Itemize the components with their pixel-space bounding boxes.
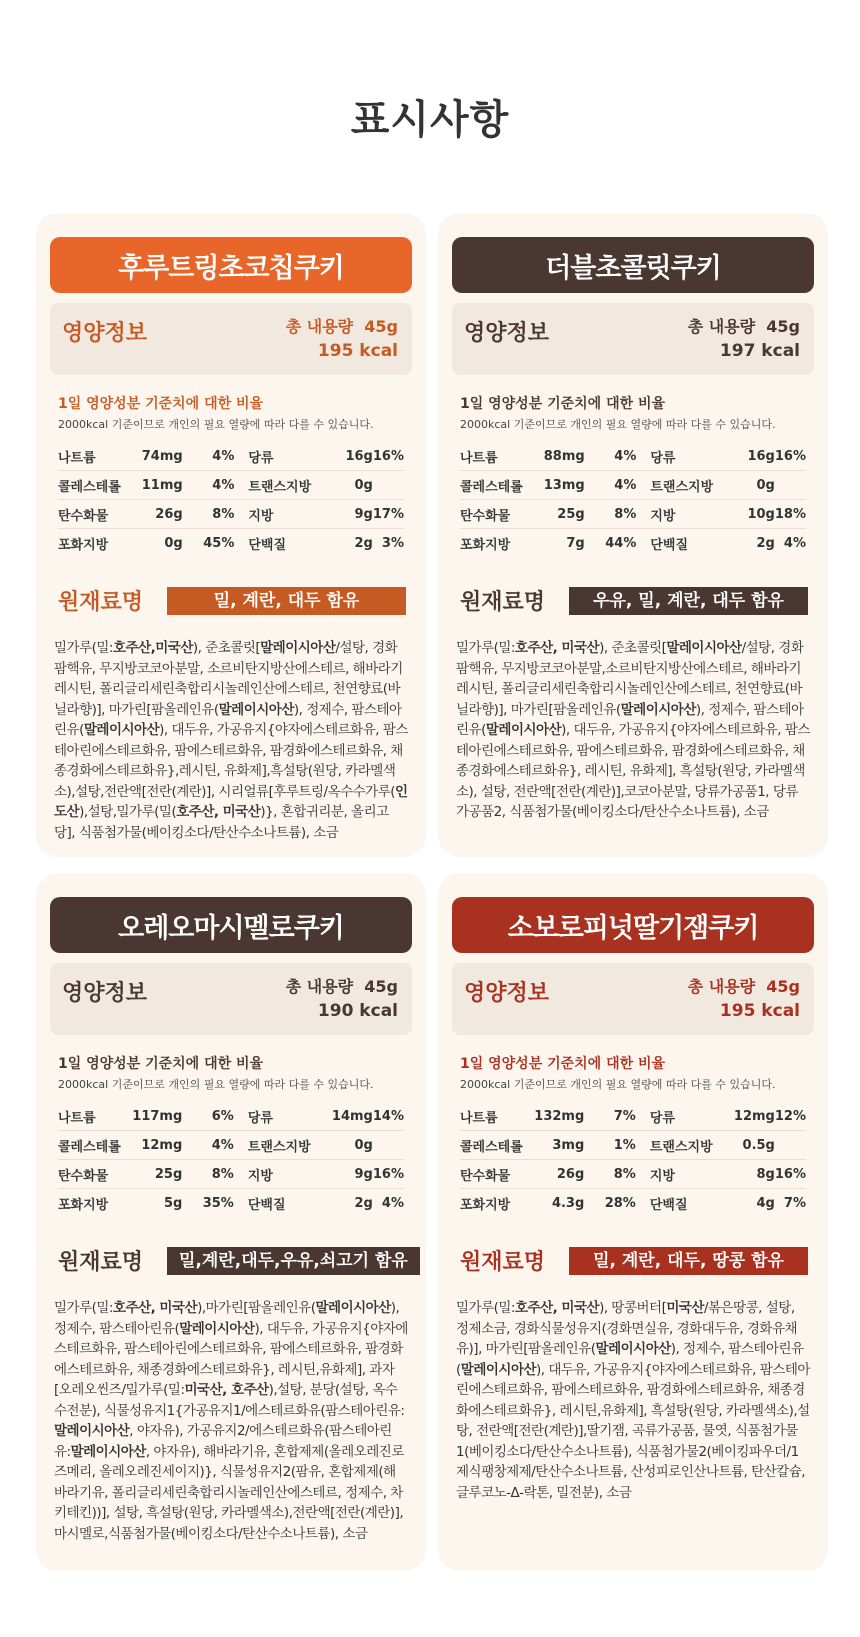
origin-highlight: 호주산, 미국산 <box>112 1300 198 1316</box>
nutrient-percent: 18% <box>775 500 806 529</box>
nutrient-amount: 25g <box>533 500 589 529</box>
nutrient-percent: 7% <box>783 1195 806 1211</box>
origin-highlight: 호주산,미국산 <box>112 640 193 656</box>
origin-highlight: 말레이시아산 <box>70 1443 146 1460</box>
nutrient-amount: 25g <box>130 1160 186 1189</box>
ingredients-header <box>58 585 412 616</box>
nutrient-amount: 16g <box>735 442 775 471</box>
ingredients-text <box>456 1298 810 1503</box>
nutrient-name: 포화지방 <box>58 1197 109 1213</box>
nutrient-amount: 26g <box>131 500 187 529</box>
ingredient-segment: ),마가린[팜올레인유( <box>197 1300 316 1316</box>
nutrient-amount: 2g <box>354 1195 373 1211</box>
nutrient-name: 포화지방 <box>58 537 109 553</box>
nutrient-percent: 4% <box>589 442 645 471</box>
nutrient-percent: 4% <box>589 471 645 500</box>
ingredient-segment: ), 정제수, 팜스테아린유( <box>456 1341 804 1378</box>
nutrition-row <box>58 442 404 471</box>
nutrient-percent: 7% <box>588 1102 644 1131</box>
ingredient-segment: 밀가루(밀: <box>456 640 515 656</box>
ingredient-segment: ), 준초콜릿[ <box>599 640 667 656</box>
nutrient-amount: 14mg <box>332 1102 373 1131</box>
nutrient-percent: 16% <box>775 1160 806 1189</box>
nutrient-percent: 4% <box>187 471 243 500</box>
origin-highlight: 말레이시아산 <box>666 640 742 656</box>
ingredient-segment: /설탕, 경화팜핵유, 무지방코코아분말, 소르비탄지방산에스테르, 해바라기레시틴, 폴리글리세린축합리시놀레인산에스테르, 천연향료(바닐라향)], 마가린[팜올레인유( <box>54 640 403 718</box>
ingredient-segment: ), 땅콩버터[ <box>599 1300 667 1316</box>
nutrient-amount: 13mg <box>533 471 589 500</box>
nutrition-table <box>460 1102 806 1217</box>
nutrient-name: 콜레스테롤 <box>58 471 131 500</box>
nutrient-percent: 12% <box>775 1102 806 1131</box>
nutrient-name: 당류 <box>644 1102 734 1131</box>
origin-highlight: 말레이시아산 <box>485 722 562 738</box>
total-amount <box>286 315 398 363</box>
nutrient-name: 단백질 <box>247 1197 286 1213</box>
nutrient-amount: 132mg <box>532 1102 588 1131</box>
nutrition-row <box>58 1131 404 1160</box>
ingredient-segment: 밀가루(밀: <box>54 640 113 656</box>
total-amount <box>286 975 398 1023</box>
origin-highlight: 말레이시아산 <box>179 1320 255 1337</box>
nutrition-row <box>460 442 806 471</box>
ratio-title: 1일 영양성분 기준치에 대한 비율 <box>58 1056 264 1072</box>
nutrient-amount: 4g <box>756 1195 775 1211</box>
nutrient-percent: 28% <box>604 1195 636 1211</box>
ratio-note: 2000kcal 기준이므로 개인의 필요 열량에 따라 다를 수 있습니다. <box>460 418 776 431</box>
ingredient-segment: )}, 혼합귀리분, 올리고당], 식품첨가물(베이킹소다/탄산수소나트륨), 소금 <box>54 804 389 841</box>
nutrition-row <box>58 1189 404 1218</box>
amount-value: 45g <box>364 977 398 996</box>
ingredients-header <box>460 1245 814 1276</box>
nutrient-percent: 8% <box>187 500 243 529</box>
nutrition-row <box>460 1102 806 1131</box>
nutrition-row <box>460 529 806 558</box>
nutrient-amount: 0g <box>735 471 775 500</box>
nutrition-label: 영양정보 <box>464 321 550 346</box>
nutrient-percent <box>775 471 806 500</box>
nutrition-label: 영양정보 <box>62 321 148 346</box>
nutrient-percent: 4% <box>381 1195 404 1211</box>
nutrition-header <box>452 963 814 1035</box>
nutrient-name: 콜레스테롤 <box>460 1131 532 1160</box>
nutrient-name: 나트륨 <box>460 442 533 471</box>
nutrient-amount: 88mg <box>533 442 589 471</box>
origin-highlight: 미국산 <box>666 1300 704 1316</box>
allergen-badge: 밀, 계란, 대두, 땅콩 함유 <box>569 1247 808 1275</box>
total-prefix: 총 내용량 <box>687 317 756 336</box>
kcal-value: 190 kcal <box>317 1001 398 1021</box>
product-card-double-chocolate <box>438 213 828 857</box>
ingredient-segment: ), 정제수, 팜스테아린유( <box>54 1300 400 1337</box>
ingredient-segment: ), 대두유, 가공유지{야자에스테르화유, 팜스테아린에스테르화유, 팜에스테르화유, 팜경화에스테르화유, 채종경화에스테르화유}, 레시틴,유화제], 과자[오레오씬즈/밀가루(밀: <box>54 1320 408 1398</box>
nutrient-amount: 12mg <box>734 1102 775 1131</box>
ingredients-text <box>54 1298 408 1544</box>
nutrient-percent <box>373 471 404 500</box>
nutrient-name: 단백질 <box>650 537 689 553</box>
nutrient-name: 콜레스테롤 <box>58 1131 130 1160</box>
ingredient-segment: ), 대두유, 가공유지{야자에스테르화유, 팜스테아린에스테르화유, 팜에스테르화유, 팜경화에스테르화유, 채종경화에스테르화유}, 레시틴,유화제], 흑설탕(원당, 카라멜색소),설탕, 전란액[전란(계란)],딸기잼, 곡류가공품, 물엿, 식품첨가물1(베이킹소다/탄산수소나트륨), 식품첨가물2(베이킹파우더/1제식팽창제제/탄산수소나트륨, 산성피로인산나트륨, 탄산칼슘, 글루코노-Δ-락톤, 밀전분), 소금 <box>456 1361 810 1501</box>
nutrition-row <box>460 1160 806 1189</box>
nutrient-name: 포화지방 <box>460 537 511 553</box>
origin-highlight: 호주산, 미국산 <box>514 640 600 656</box>
nutrient-name: 당류 <box>644 442 735 471</box>
total-prefix: 총 내용량 <box>687 977 756 996</box>
nutrient-percent: 35% <box>202 1195 234 1211</box>
nutrient-name: 지방 <box>242 1160 332 1189</box>
nutrient-percent: 4% <box>187 442 243 471</box>
nutrition-row <box>460 500 806 529</box>
ingredient-segment: 밀가루(밀: <box>456 1300 515 1316</box>
product-name-banner: 더블초콜릿쿠키 <box>452 237 814 293</box>
page-title: 표시사항 <box>350 97 510 143</box>
nutrient-amount: 11mg <box>131 471 187 500</box>
nutrient-name: 지방 <box>644 1160 734 1189</box>
ratio-note: 2000kcal 기준이므로 개인의 필요 열량에 따라 다를 수 있습니다. <box>58 1078 374 1091</box>
ingredient-segment: /볶은땅콩, 설탕, 정제소금, 경화식물성유지(경화면실유, 경화대두유, 경화유채유)], 마가린[팜올레인유( <box>456 1300 798 1357</box>
nutrition-row <box>58 471 404 500</box>
nutrition-row <box>460 1189 806 1218</box>
nutrient-name: 포화지방 <box>460 1197 511 1213</box>
nutrient-name: 트랜스지방 <box>644 1131 734 1160</box>
ratio-title: 1일 영양성분 기준치에 대한 비율 <box>460 396 666 412</box>
ingredient-segment: 밀가루(밀: <box>54 1300 113 1316</box>
nutrition-header <box>50 303 412 375</box>
product-name-banner: 오레오마시멜로쿠키 <box>50 897 412 953</box>
origin-highlight: 말레이시아산 <box>620 701 696 718</box>
nutrition-row <box>58 1160 404 1189</box>
nutrition-row <box>460 1131 806 1160</box>
origin-highlight: 말레이시아산 <box>54 1423 130 1439</box>
nutrient-percent: 4% <box>186 1131 242 1160</box>
nutrient-amount: 0g <box>332 1131 373 1160</box>
ingredients-label: 원재료명 <box>460 1250 546 1275</box>
nutrient-name: 지방 <box>242 500 333 529</box>
nutrient-percent: 44% <box>605 535 637 551</box>
ratio-note: 2000kcal 기준이므로 개인의 필요 열량에 따라 다를 수 있습니다. <box>460 1078 776 1091</box>
nutrient-amount: 5g <box>163 1195 183 1211</box>
nutrient-amount: 10g <box>735 500 775 529</box>
origin-highlight: 호주산, 미국산 <box>176 804 261 820</box>
product-card-soboro-peanut-strawberry <box>438 873 828 1571</box>
nutrition-table <box>58 442 404 557</box>
product-card-fruit-ring <box>36 213 426 857</box>
ratio-title: 1일 영양성분 기준치에 대한 비율 <box>58 396 264 412</box>
nutrient-amount: 74mg <box>131 442 187 471</box>
ratio-note: 2000kcal 기준이므로 개인의 필요 열량에 따라 다를 수 있습니다. <box>58 418 374 431</box>
nutrient-amount: 9g <box>333 500 373 529</box>
nutrient-percent: 6% <box>186 1102 242 1131</box>
total-prefix: 총 내용량 <box>285 317 354 336</box>
origin-highlight: 말레이시아산 <box>83 722 160 738</box>
product-card-oreo-marshmallow <box>36 873 426 1571</box>
nutrient-percent: 16% <box>373 442 404 471</box>
nutrient-name: 단백질 <box>248 537 287 553</box>
allergen-badge: 밀, 계란, 대두 함유 <box>167 587 406 615</box>
nutrition-row <box>58 529 404 558</box>
origin-highlight: 말레이시아산 <box>315 1300 391 1316</box>
ingredient-segment: ),설탕, 분당(설탕, 옥수수전분), 식물성유지1{가공유지1/에스테르화유(팜스테아린유: <box>54 1382 405 1419</box>
nutrition-header <box>452 303 814 375</box>
origin-highlight: 인도산 <box>54 783 408 820</box>
nutrient-name: 탄수화물 <box>58 1160 130 1189</box>
nutrient-amount: 0g <box>164 535 183 551</box>
nutrient-percent: 8% <box>588 1160 644 1189</box>
nutrient-amount: 0g <box>333 471 373 500</box>
ingredient-segment: ), 대두유, 가공유지{야자에스테르화유, 팜스테아린에스테르화유, 팜에스테르화유, 팜경화에스테르화유, 채종경화에스테르화유}, 레시틴, 유화제], 흑설탕(원당, 카라멜색소), 설탕, 전란액[전란(계란)],코코아분말, 당류가공품1, 당류가공품2, 식품첨가물(베이킹소다/탄산수소나트륨), 소금 <box>456 722 810 820</box>
nutrient-percent: 3% <box>381 535 404 551</box>
kcal-value: 195 kcal <box>719 1001 800 1021</box>
product-name-banner: 소보로피넛딸기잼쿠키 <box>452 897 814 953</box>
nutrient-percent: 16% <box>373 1160 404 1189</box>
total-amount <box>688 315 800 363</box>
nutrition-table <box>58 1102 404 1217</box>
origin-highlight: 말레이시아산 <box>460 1361 537 1378</box>
nutrient-percent <box>373 1131 404 1160</box>
ratio-title: 1일 영양성분 기준치에 대한 비율 <box>460 1056 666 1072</box>
nutrition-row <box>58 1102 404 1131</box>
nutrient-name: 트랜스지방 <box>644 471 735 500</box>
nutrient-amount: 4.3g <box>551 1195 585 1211</box>
amount-value: 45g <box>364 317 398 336</box>
kcal-value: 197 kcal <box>719 341 800 361</box>
nutrient-amount: 3mg <box>532 1131 588 1160</box>
nutrient-percent: 45% <box>203 535 235 551</box>
nutrient-amount: 0.5g <box>734 1131 775 1160</box>
origin-highlight: 말레이시아산 <box>218 701 294 718</box>
nutrient-amount: 2g <box>756 535 775 551</box>
nutrition-row <box>460 471 806 500</box>
kcal-value: 195 kcal <box>317 341 398 361</box>
ingredient-segment: ),설탕,밀가루(밀( <box>79 804 177 820</box>
nutrient-name: 나트륨 <box>58 442 131 471</box>
product-name-banner: 후루트링초코칩쿠키 <box>50 237 412 293</box>
ingredient-segment: ), 준초콜릿[ <box>192 640 261 656</box>
nutrient-amount: 117mg <box>130 1102 186 1131</box>
nutrient-name: 탄수화물 <box>460 1160 532 1189</box>
amount-value: 45g <box>766 317 800 336</box>
ingredient-segment: ), 대두유, 가공유지{야자에스테르화유, 팜스테아린에스테르화유, 팜에스테르화유, 팜경화에스테르화유, 채종경화에스테르화유},레시틴, 유화제],흑설탕(원당, 카라멜색소),설탕,전란액[전란(계란)], 시리얼류[후루트링/옥수수가루( <box>54 722 408 800</box>
nutrient-name: 당류 <box>242 442 333 471</box>
nutrient-amount: 2g <box>354 535 373 551</box>
nutrition-label: 영양정보 <box>62 981 148 1006</box>
nutrient-percent: 8% <box>186 1160 242 1189</box>
origin-highlight: 미국산, 호주산 <box>184 1382 269 1398</box>
nutrient-percent: 1% <box>588 1131 644 1160</box>
nutrition-header <box>50 963 412 1035</box>
nutrient-name: 나트륨 <box>58 1102 130 1131</box>
nutrient-name: 트랜스지방 <box>242 1131 332 1160</box>
origin-highlight: 호주산, 미국산 <box>514 1300 600 1316</box>
nutrient-amount: 26g <box>532 1160 588 1189</box>
nutrition-label: 영양정보 <box>464 981 550 1006</box>
nutrient-name: 탄수화물 <box>460 500 533 529</box>
ingredients-label: 원재료명 <box>58 590 144 615</box>
ingredients-label: 원재료명 <box>460 590 546 615</box>
nutrient-amount: 8g <box>734 1160 775 1189</box>
nutrient-percent: 14% <box>373 1102 404 1131</box>
ingredient-segment: , 야자유), 해바라기유, 혼합제제(올레오레진로즈메리, 올레오레진세이지)}, 식물성유지2(팜유, 혼합제제(해바라기유, 폴리글리세린축합리시놀레인산에스테르, 정제수, 차키테킨))], 설탕, 흑설탕(원당, 카라멜색소),전란액[전란(계란)], 마시멜로,식품첨가물(베이킹소다/탄산수소나트륨), 소금 <box>54 1443 404 1542</box>
nutrient-percent: 4% <box>783 535 806 551</box>
nutrient-name: 당류 <box>242 1102 332 1131</box>
nutrient-percent: 8% <box>589 500 645 529</box>
nutrient-amount: 16g <box>333 442 373 471</box>
nutrient-name: 콜레스테롤 <box>460 471 533 500</box>
total-amount <box>688 975 800 1023</box>
ingredient-segment: ), 정제수, 팜스테아린유( <box>54 701 402 738</box>
nutrient-amount: 7g <box>566 535 585 551</box>
ingredient-segment: /설탕, 경화팜핵유, 무지방코코아분말,소르비탄지방산에스테르, 해바라기레시틴, 폴리글리세린축합리시놀레인산에스테르, 천연향료(바닐라향)], 마가린[팜올레인유( <box>456 640 804 718</box>
ingredients-text <box>54 638 408 843</box>
nutrient-name: 지방 <box>644 500 735 529</box>
nutrition-table <box>460 442 806 557</box>
nutrient-name: 단백질 <box>649 1197 688 1213</box>
ingredient-segment: , 야자유), 가공유지2/에스테르화유(팜스테아린유: <box>54 1423 392 1460</box>
nutrient-percent: 16% <box>775 442 806 471</box>
total-prefix: 총 내용량 <box>285 977 354 996</box>
ingredients-text <box>456 638 810 823</box>
nutrient-percent: 17% <box>373 500 404 529</box>
nutrient-name: 탄수화물 <box>58 500 131 529</box>
amount-value: 45g <box>766 977 800 996</box>
nutrient-name: 트랜스지방 <box>242 471 333 500</box>
nutrient-percent <box>775 1131 806 1160</box>
allergen-badge: 밀,계란,대두,우유,쇠고기 함유 <box>167 1247 420 1275</box>
nutrition-row <box>58 500 404 529</box>
ingredients-header <box>460 585 814 616</box>
nutrient-name: 나트륨 <box>460 1102 532 1131</box>
nutrient-amount: 12mg <box>130 1131 186 1160</box>
ingredients-header <box>58 1245 412 1276</box>
ingredients-label: 원재료명 <box>58 1250 144 1275</box>
origin-highlight: 말레이시아산 <box>260 640 336 656</box>
ingredient-segment: ), 정제수, 팜스테아린유( <box>456 701 804 738</box>
nutrient-amount: 9g <box>332 1160 373 1189</box>
allergen-badge: 우유, 밀, 계란, 대두 함유 <box>569 587 808 615</box>
origin-highlight: 말레이시아산 <box>595 1341 671 1357</box>
